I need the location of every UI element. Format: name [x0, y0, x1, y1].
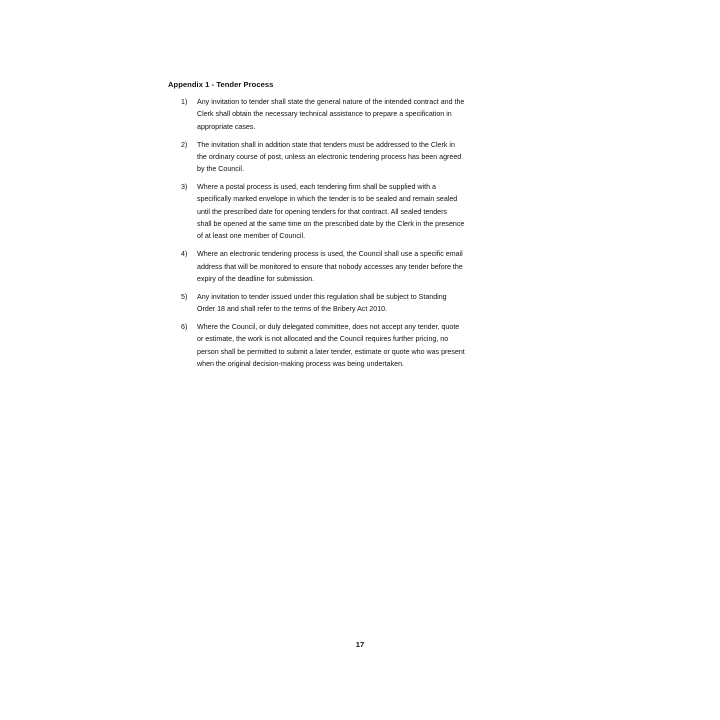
text-line: Any invitation to tender shall state the general nature of the intended contract and the — [197, 98, 465, 106]
text-line: until the prescribed date for opening tenders for that contract. All sealed tenders — [197, 207, 448, 216]
text-line: or estimate, the work is not allocated and the Council requires further pricing, no — [197, 335, 449, 344]
text-line: Clerk shall obtain the necessary technical assistance to prepare a specification in — [197, 110, 452, 119]
page-heading: Appendix 1 - Tender Process — [168, 80, 274, 89]
text-line: shall be opened at the same time on the prescribed date by the Clerk in the presence — [197, 220, 465, 229]
text-line: expiry of the deadline for submission. — [197, 274, 315, 283]
text-line: Where an electronic tendering process is used, the Council shall use a specific email — [197, 250, 463, 259]
item-text — [197, 321, 556, 370]
item-text — [197, 181, 556, 242]
text-line: when the original decision-making process was being undertaken. — [197, 360, 405, 369]
text-line: of at least one member of Council. — [197, 232, 306, 241]
text-line: Where the Council, or duly delegated committee, does not accept any tender, quote — [197, 323, 460, 332]
text-line: by the Council. — [197, 165, 244, 174]
item-number: 6) — [181, 323, 188, 332]
text-line: the ordinary course of post, unless an electronic tendering process has been agreed — [197, 152, 462, 161]
list-item — [181, 96, 556, 133]
page-number: 17 — [355, 640, 365, 649]
item-number: 4) — [181, 250, 188, 259]
item-text — [197, 139, 556, 176]
list-item — [181, 139, 556, 176]
text-line: The invitation shall in addition state that tenders must be addressed to the Clerk in — [197, 140, 455, 149]
item-number: 5) — [181, 292, 188, 301]
list-item — [181, 248, 556, 285]
item-number: 3) — [181, 183, 188, 192]
item-number: 1) — [181, 98, 188, 106]
text-line: specifically marked envelope in which the tender is to be sealed and remain sealed — [197, 195, 458, 204]
text-line: Any invitation to tender issued under this regulation shall be subject to Standing — [197, 292, 447, 301]
item-text — [197, 96, 556, 133]
item-number: 2) — [181, 140, 188, 149]
text-line: address that will be monitored to ensure that nobody accesses any tender before the — [197, 262, 463, 271]
text-line: person shall be permitted to submit a later tender, estimate or quote who was present — [197, 347, 465, 356]
item-text — [197, 291, 556, 316]
item-text — [197, 248, 556, 285]
list-item — [181, 291, 556, 316]
text-line: appropriate cases. — [197, 122, 256, 131]
list-item — [181, 321, 556, 370]
list-item — [181, 181, 556, 242]
text-line: Where a postal process is used, each tendering firm shall be supplied with a — [197, 183, 436, 192]
text-line: Order 18 and shall refer to the terms of the Bribery Act 2010. — [197, 305, 388, 314]
tender-process-list — [181, 96, 556, 376]
